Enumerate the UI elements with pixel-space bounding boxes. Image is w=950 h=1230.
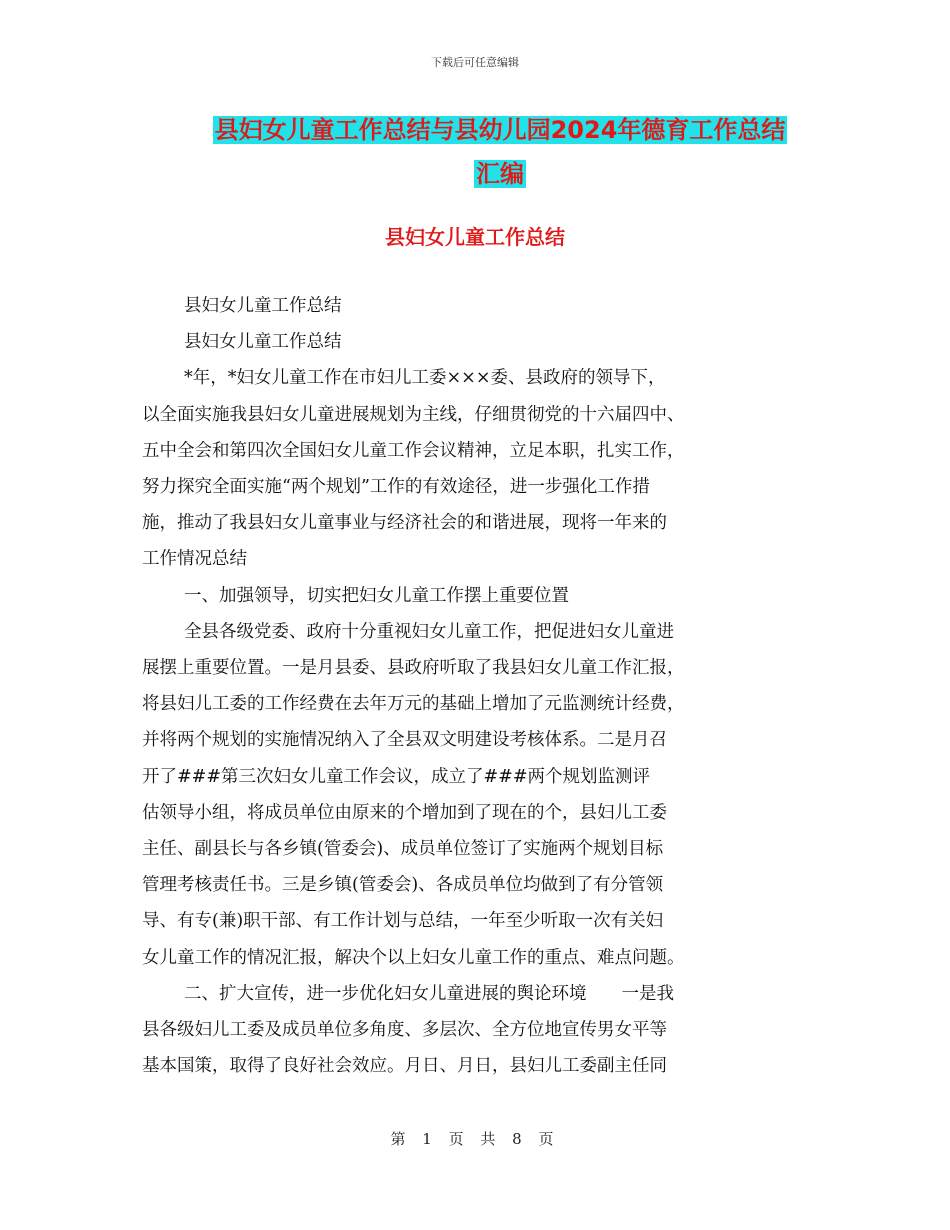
paragraph — [142, 976, 802, 1085]
paragraph-line: 工作情况总结 — [142, 549, 247, 570]
paragraph-line: 主任、副县长与各乡镇(管委会)、成员单位签订了实施两个规划目标 — [142, 839, 664, 860]
paragraph-line: 以全面实施我县妇女儿童进展规划为主线，仔细贯彻党的十六届四中、 — [142, 404, 685, 425]
section-title: 县妇女儿童工作总结 — [385, 225, 565, 249]
paragraph-line: 全县各级党委、政府十分重视妇女儿童工作，把促进妇女儿童进 — [184, 621, 674, 642]
document-body — [142, 288, 802, 1084]
paragraph-line: 女儿童工作的情况汇报，解决个以上妇女儿童工作的重点、难点问题。 — [142, 947, 685, 968]
paragraph-line: 基本国策，取得了良好社会效应。月日、月日，县妇儿工委副主任同 — [142, 1056, 667, 1077]
paragraph-line: 导、有专(兼)职干部、有工作计划与总结，一年至少听取一次有关妇 — [142, 911, 664, 932]
paragraph-line: 努力探究全面实施“两个规划”工作的有效途径，进一步强化工作措 — [142, 477, 650, 498]
document-title-line-1 — [140, 108, 860, 152]
title-line-2-text: 汇编 — [476, 160, 524, 188]
paragraph-line: 并将两个规划的实施情况纳入了全县双文明建设考核体系。二是月召 — [142, 730, 667, 751]
paragraph-line: 管理考核责任书。三是乡镇(管委会)、各成员单位均做到了有分管领 — [142, 875, 664, 896]
paragraph-line: 估领导小组，将成员单位由原来的个增加到了现在的个，县妇儿工委 — [142, 802, 667, 823]
document-title-line-2 — [140, 152, 860, 196]
paragraph — [142, 360, 802, 577]
paragraph-line: 二、扩大宣传，进一步优化妇女儿童进展的舆论环境 一是我 — [184, 983, 674, 1004]
paragraph — [142, 578, 802, 614]
page-footer: 第 1 页 共 8 页 — [390, 1130, 560, 1148]
paragraph-line: 一、加强领导，切实把妇女儿童工作摆上重要位置 — [184, 585, 569, 606]
paragraph-line: 施，推动了我县妇女儿童事业与经济社会的和谐进展，现将一年来的 — [142, 513, 667, 534]
paragraph-line: *年，*妇女儿童工作在市妇儿工委×××委、县政府的领导下， — [184, 368, 666, 389]
title-line-1-text: 县妇女儿童工作总结与县幼儿园2024年德育工作总结 — [214, 116, 786, 144]
paragraph-line: 县各级妇儿工委及成员单位多角度、多层次、全方位地宣传男女平等 — [142, 1020, 667, 1041]
paragraph — [142, 288, 802, 324]
paragraph-line: 五中全会和第四次全国妇女儿童工作会议精神，立足本职，扎实工作， — [142, 440, 685, 461]
paragraph-line: 将县妇儿工委的工作经费在去年万元的基础上增加了元监测统计经费， — [142, 694, 685, 715]
page-header-note: 下载后可任意编辑 — [431, 56, 519, 69]
paragraph-line: 县妇女儿童工作总结 — [184, 332, 342, 353]
paragraph — [142, 324, 802, 360]
paragraph-line: 县妇女儿童工作总结 — [184, 296, 342, 316]
paragraph — [142, 614, 802, 976]
paragraph-line: 开了###第三次妇女儿童工作会议，成立了###两个规划监测评 — [142, 766, 650, 787]
paragraph-line: 展摆上重要位置。一是月县委、县政府听取了我县妇女儿童工作汇报， — [142, 658, 685, 679]
